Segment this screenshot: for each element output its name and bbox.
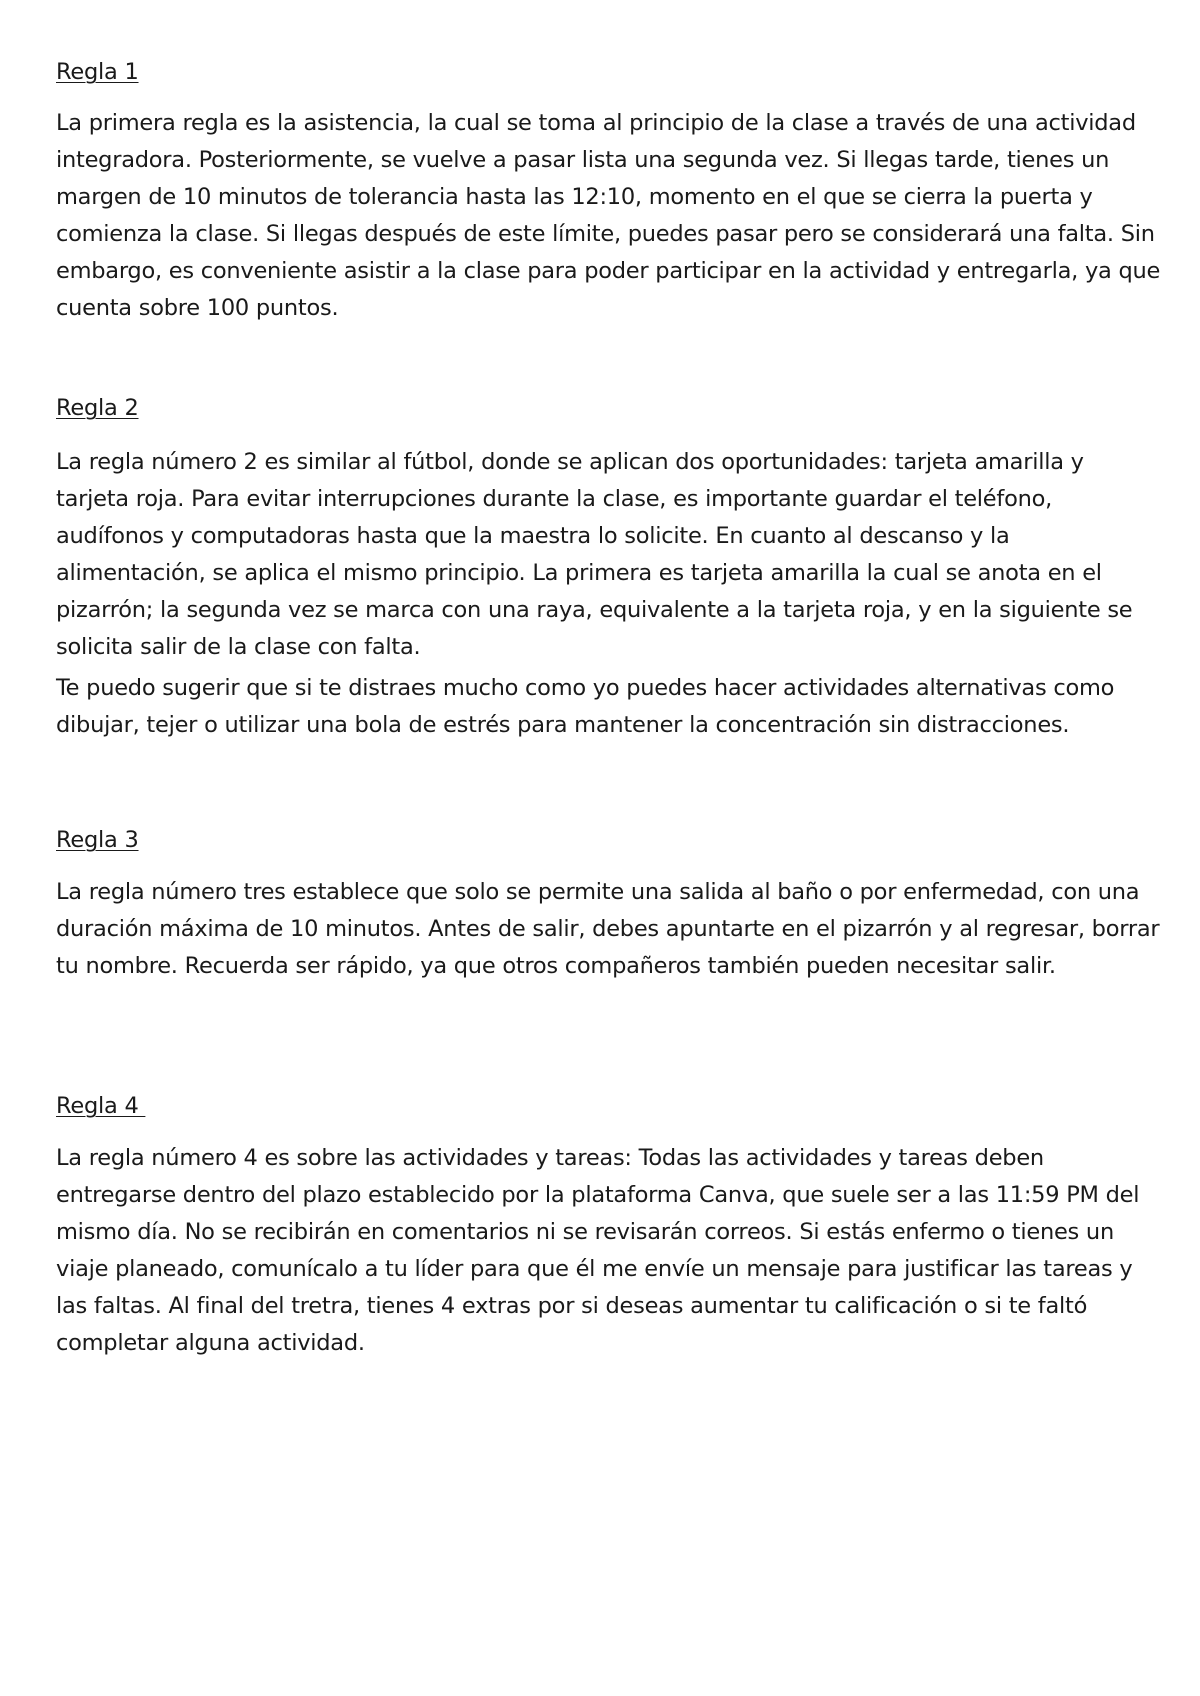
rule-3-heading: Regla 3 (56, 827, 139, 853)
rule-3-paragraph: La regla número tres establece que solo se permite una salida al baño o por enfermedad, con una duración máxima de 10 minutos. Antes de salir, debes apuntarte en el pizarrón y al regresar, borrar tu nombre. Recuerda ser rápido, ya que otros compañeros también pueden necesitar salir. (56, 879, 1160, 979)
rule-4-heading: Regla 4 (56, 1093, 146, 1119)
rule-2-heading: Regla 2 (56, 395, 139, 421)
rule-2-paragraph: La regla número 2 es similar al fútbol, donde se aplican dos oportunidades: tarjeta amarilla y tarjeta roja. Para evitar interrupciones durante la clase, es importante guardar el teléfono, audífonos y computadoras hasta que la maestra lo solicite. En cuanto al descanso y la alimentación, se aplica el mismo principio. La primera es tarjeta amarilla la cual se anota en el pizarrón; la segunda vez se marca con una raya, equivalente a la tarjeta roja, y en la siguiente se solicita salir de la clase con falta. (56, 449, 1133, 660)
rule-4-paragraph: La regla número 4 es sobre las actividades y tareas: Todas las actividades y tareas deben entregarse dentro del plazo establecido por la plataforma Canva, que suele ser a las 11:59 PM del mismo día. No se recibirán en comentarios ni se revisarán correos. Si estás enfermo o tienes un viaje planeado, comunícalo a tu líder para que él me envíe un mensaje para justificar las tareas y las faltas. Al final del tretra, tienes 4 extras por si deseas aumentar tu calificación o si te faltó completar alguna actividad. (56, 1145, 1140, 1356)
rule-1-paragraph: La primera regla es la asistencia, la cual se toma al principio de la clase a través de una actividad integradora. Posteriormente, se vuelve a pasar lista una segunda vez. Si llegas tarde, tienes un margen de 10 minutos de tolerancia hasta las 12:10, momento en el que se cierra la puerta y comienza la clase. Si llegas después de este límite, puedes pasar pero se considerará una falta. Sin embargo, es conveniente asistir a la clase para poder participar en la actividad y entregarla, ya que cuenta sobre 100 puntos. (56, 110, 1161, 321)
rule-2-suggestion-paragraph: Te puedo sugerir que si te distraes mucho como yo puedes hacer actividades alternativas como dibujar, tejer o utilizar una bola de estrés para mantener la concentración sin distracciones. (56, 675, 1115, 738)
rule-1-heading: Regla 1 (56, 59, 139, 85)
